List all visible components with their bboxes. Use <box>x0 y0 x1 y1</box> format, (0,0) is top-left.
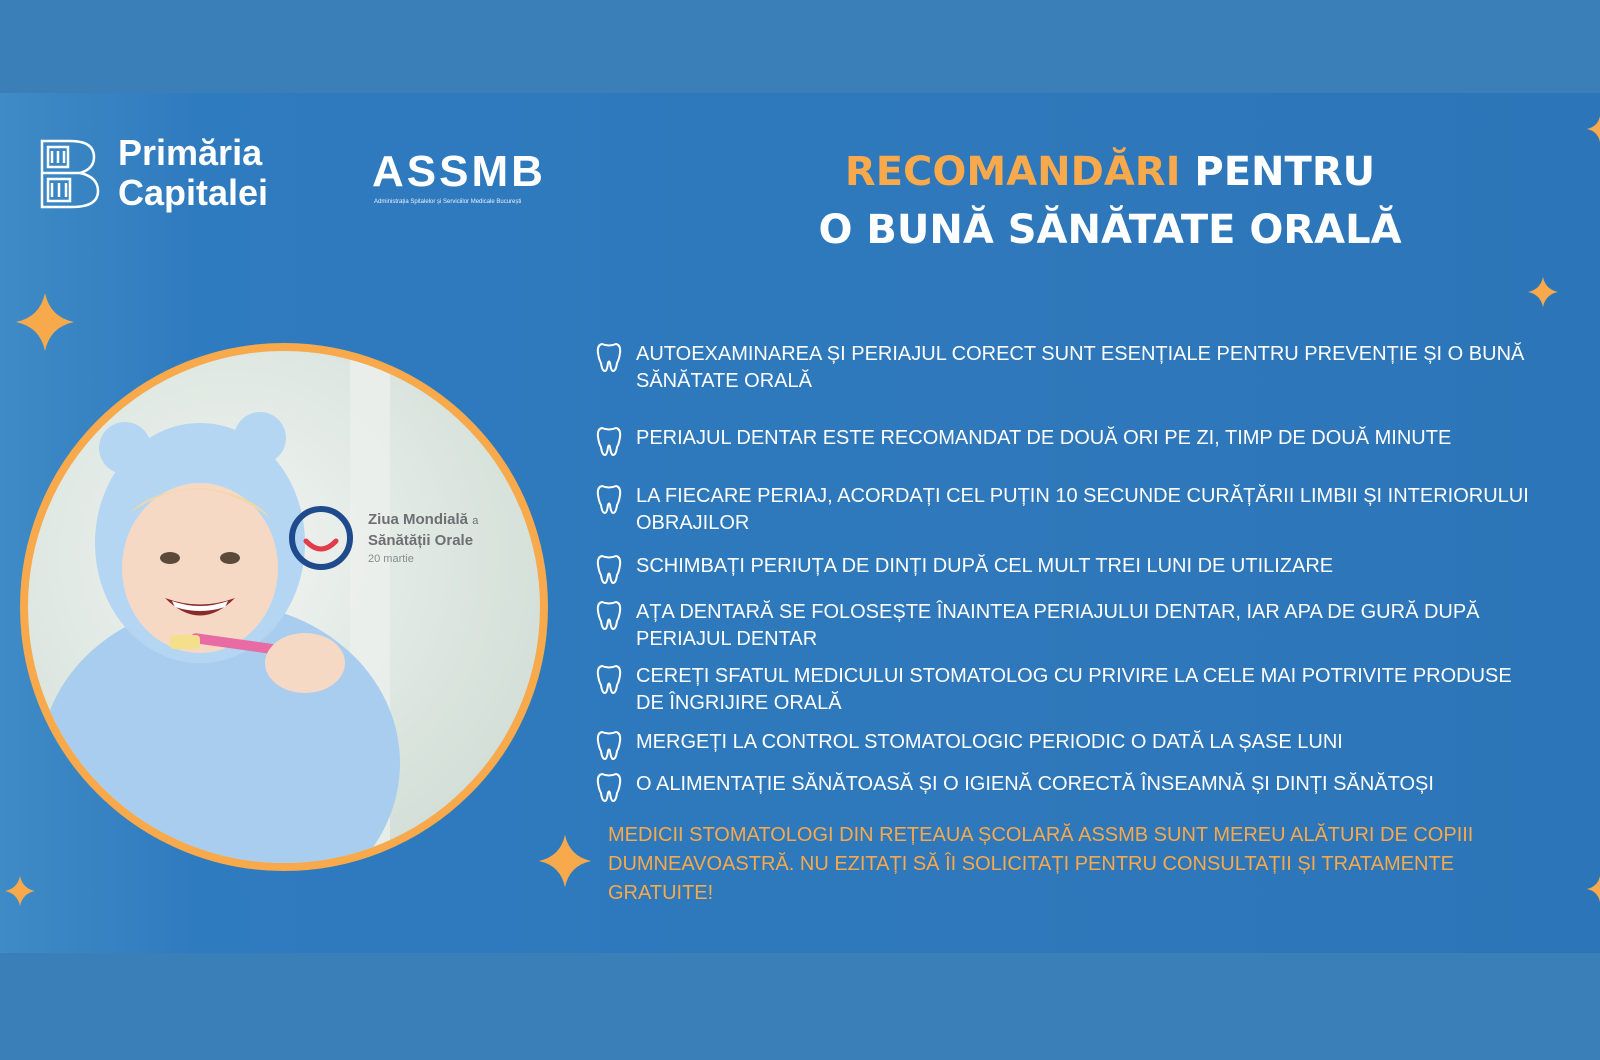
tooth-icon <box>596 553 622 585</box>
tooth-icon <box>596 771 622 803</box>
closing-message: MEDICII STOMATOLOGI DIN REȚEAUA ȘCOLARĂ ASSMB SUNT MEREU ALĂTURI DE COPIII DUMNEAVOASTRĂ. NU EZITAȚI SĂ ÎI SOLICITAȚI PENTRU CONSULTAȚII ȘI TRATAMENTE GRATUITE! <box>608 824 1474 904</box>
title-line2: O BUNĂ SĂNĂTATE ORALĂ <box>818 207 1402 253</box>
tooth-icon <box>596 483 622 515</box>
top-band <box>0 0 1600 93</box>
tooth-icon <box>596 425 622 457</box>
recommendation-text: LA FIECARE PERIAJ, ACORDAȚI CEL PUȚIN 10 SECUNDE CURĂȚĂRII LIMBII ȘI INTERIORULUI OBRAJILOR <box>636 485 1529 534</box>
smile-logo-icon <box>286 503 356 573</box>
sparkle-icon <box>1586 115 1600 143</box>
list-item <box>596 483 1566 537</box>
recommendation-text: CEREȚI SFATUL MEDICULUI STOMATOLOG CU PRIVIRE LA CELE MAI POTRIVITE PRODUSE DE ÎNGRIJIRE ORALĂ <box>636 665 1512 714</box>
list-item <box>596 425 1596 457</box>
primaria-line2: Capitalei <box>118 172 269 213</box>
assmb-wordmark: ASSMB <box>372 147 546 196</box>
primaria-b-icon <box>38 137 100 209</box>
badge-line1: Ziua Mondială <box>368 510 469 528</box>
recommendation-text: O ALIMENTAȚIE SĂNĂTOASĂ ȘI O IGIENĂ CORECTĂ ÎNSEAMNĂ ȘI DINȚI SĂNĂTOȘI <box>636 773 1434 795</box>
sparkle-icon <box>1527 276 1559 308</box>
tooth-icon <box>596 663 622 695</box>
recommendation-text: SCHIMBAȚI PERIUȚA DE DINȚI DUPĂ CEL MULT TREI LUNI DE UTILIZARE <box>636 555 1334 577</box>
sparkle-icon <box>537 833 593 889</box>
list-item <box>596 771 1566 803</box>
list-item <box>596 599 1486 653</box>
child-illustration <box>20 343 548 871</box>
recommendation-text: PERIAJUL DENTAR ESTE RECOMANDAT DE DOUĂ ORI PE ZI, TIMP DE DOUĂ MINUTE <box>636 427 1452 449</box>
sparkle-icon <box>14 291 76 353</box>
badge-line1-suffix: a <box>472 514 479 527</box>
recommendation-text: AUTOEXAMINAREA ȘI PERIAJUL CORECT SUNT ESENȚIALE PENTRU PREVENȚIE ȘI O BUNĂ SĂNĂTATE ORALĂ <box>636 343 1525 392</box>
sparkle-icon <box>1586 875 1600 903</box>
sparkle-icon <box>4 875 36 907</box>
page-title <box>740 143 1480 259</box>
tooth-icon <box>596 341 622 373</box>
child-brushing-photo <box>20 343 548 871</box>
title-line1-rest: PENTRU <box>1180 149 1376 195</box>
tooth-icon <box>596 599 622 631</box>
assmb-logo <box>372 147 546 205</box>
world-oral-health-day-badge <box>286 503 478 573</box>
primaria-line1: Primăria <box>118 132 263 173</box>
badge-date: 20 martie <box>368 552 414 565</box>
list-item <box>596 553 1566 585</box>
title-accent: RECOMANDĂRI <box>844 149 1181 195</box>
primaria-logo <box>38 133 268 213</box>
tooth-icon <box>596 729 622 761</box>
list-item <box>596 341 1566 395</box>
poster-panel <box>0 93 1600 953</box>
recommendation-text: AȚA DENTARĂ SE FOLOSEȘTE ÎNAINTEA PERIAJULUI DENTAR, IAR APA DE GURĂ DUPĂ PERIAJUL DENTAR <box>636 601 1480 650</box>
list-item <box>596 663 1516 717</box>
recommendation-text: MERGEȚI LA CONTROL STOMATOLOGIC PERIODIC O DATĂ LA ȘASE LUNI <box>636 731 1343 753</box>
badge-line2: Sănătății Orale <box>368 531 474 549</box>
bottom-band <box>0 953 1600 1060</box>
assmb-subtitle: Administrația Spitalelor și Serviciilor Medicale București <box>374 199 522 205</box>
list-item <box>596 729 1566 761</box>
